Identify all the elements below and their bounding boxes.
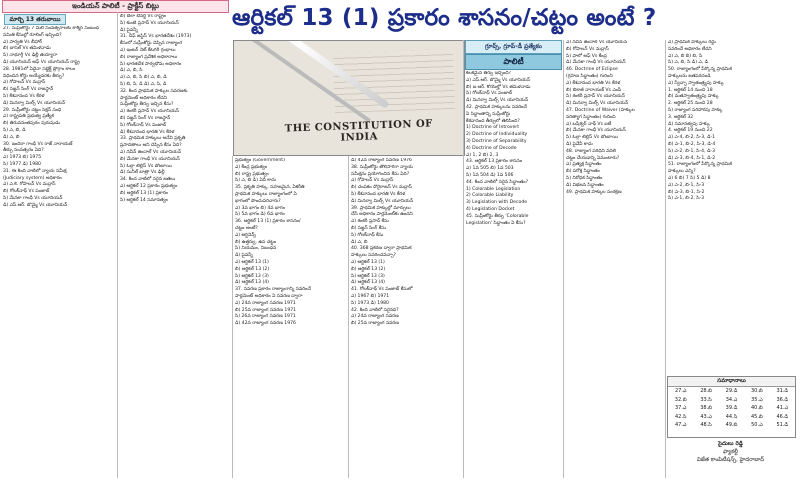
column-line: చట్టం అంటే? xyxy=(235,225,258,231)
column-line: బి) మేనకా గాంధీ Vs యూనియన్ xyxy=(120,156,180,162)
column-line: సి) నిరోధక సిద్ధాంతం xyxy=(566,175,603,181)
column-line: బి) ఎ-1, బి-2, సి-3, డి-4 xyxy=(668,141,716,147)
column-line: ఎ) 1967 బి) 1971 xyxy=(351,293,390,299)
answer-cell: 47.ఎ xyxy=(674,422,687,428)
answer-cell: 31.డి xyxy=(776,388,789,394)
question-column-4 xyxy=(351,158,461,478)
column-line: సి) 1వ 504 డి) 1వ 506 xyxy=(466,172,514,178)
column-line: హక్కులు ఎన్ని? xyxy=(668,169,696,175)
column-line: ఎ) ఎ, బి బి) బి, సి xyxy=(668,53,703,59)
column-line: ఎ) శంకరీ ప్రసాద్ కేసు xyxy=(351,219,389,225)
column-line: ఎ) నవీన్ జిందాల్ Vs యూనియన్ xyxy=(120,149,182,155)
continued-label: మార్చి 13 తరువాయి xyxy=(4,14,66,25)
column-line: డి) ఎ-3, బి-4, సి-1, డి-2 xyxy=(668,155,716,161)
column-line: (Judiciary system) అధికారం xyxy=(3,175,62,181)
column-line: ఎ) ప్రత్యక్ష సిద్ధాంతం xyxy=(566,162,602,168)
column-line: డి) ఎస్.ఆర్. బొమ్మై Vs యూనియన్ xyxy=(3,202,68,208)
column-line: 31. చీఫ్ జస్టిస్ Vs భారతదేశం (1973) xyxy=(120,34,192,40)
answer-cell: 34.ఎ xyxy=(725,396,738,403)
column-line: ఎ) ప్రాథమిక హక్కులు రద్దు xyxy=(668,40,716,45)
column-line: ఎ) రాష్ట్రపతి ప్రభుత్వ ప్రత్యేక xyxy=(3,114,54,120)
column-line: డి) ఎ, బి, సి xyxy=(120,68,143,74)
column-line: సి) కుంటి ప్రసాద్ Vs యూనియన్ xyxy=(120,20,179,26)
column-line: విధించిన కోర్టు అయ్యేవరకు తీర్పు? xyxy=(3,73,65,79)
column-line: సి) ఎ-2, బి-1, సి-4, డి-3 xyxy=(668,148,715,154)
column-line: డి) ఎ, బి xyxy=(351,239,368,245)
column-line: సి) గోలక్‌నాథ్ Vs పంజాబ్ xyxy=(466,91,512,97)
column-line: 4) Legislation Docket xyxy=(466,206,515,212)
answer-cell: 40.బి xyxy=(750,405,763,411)
column-line: 37. సవరణ ప్రకారం రాజ్యాంగాన్ని సవరించే xyxy=(235,287,311,293)
column-line: ఎ) 24వ రాజ్యాంగ సవరణ xyxy=(351,314,399,320)
column-line: బి) రాజ్యాంగ ప్రవేశిక అధికారాలు xyxy=(120,54,178,60)
question-column-1 xyxy=(3,26,115,478)
column-line: ఎ) గోపాలన్ Vs మద్రాస్ xyxy=(351,178,394,184)
answer-cell: 29.డి xyxy=(725,388,738,394)
column-line: ఎ) 6 బి) 7 సి) 5 డి) 8 xyxy=(668,175,711,181)
column-line: ఎ) ఆర్టికల్ 13 (1) xyxy=(351,259,385,265)
column-line: 2. ఆర్టికల్ 25 నుంచి 28 xyxy=(668,101,713,107)
answer-cell: 32.బి xyxy=(674,396,687,403)
column-line: ఎ) స్వేచ్ఛా స్వాతంత్ర్యపు హక్కు xyxy=(668,80,724,86)
author-place: విజేత కాంపిటీషన్స్, హైదరాబాద్ xyxy=(696,457,765,463)
column-line: డి) పైవన్నీ xyxy=(120,27,138,33)
column-line: సి) ఓల్గా టెల్లిస్ Vs బొంబాయి xyxy=(120,163,172,169)
column-line: ఎ) పార్వతి Vs బీహార్ xyxy=(3,39,43,45)
column-line: డి) విభజన సిద్ధాంతం xyxy=(566,182,604,188)
column-line: సి) బి, సి, డి డి) ఎ, సి, డి xyxy=(120,81,167,87)
column-line: బి) 25వ రాజ్యాంగ సవరణ 1971 xyxy=(235,307,297,313)
column-line: 44. కింద వాటిలో సరైన సిద్ధాంతం? xyxy=(466,179,529,185)
column-divider xyxy=(117,12,118,478)
column-line: ఎ) బషేశ్వర్ నాథ్ Vs ఐటీ xyxy=(566,121,612,127)
column-line: 49. ప్రాథమిక హక్కుల సంరక్షణ xyxy=(566,189,622,195)
column-line: పార్లమెంట్ అధికారం లేదని xyxy=(120,95,167,101)
constitution-caption: THE CONSTITUTION OF INDIA xyxy=(284,118,433,144)
column-line: 46. Doctrine of Eclipse xyxy=(566,67,618,73)
column-line: 41. గోలక్‌నాథ్ Vs పంజాబ్ కేసులో xyxy=(351,287,413,293)
column-line: సి) ఆర్టికల్ 14 సమానత్వం xyxy=(120,197,168,203)
column-line: సుప్రీంకోర్టు తీర్పు ఇచ్చిన కేసు? xyxy=(120,102,174,108)
column-line: సి) గోలక్‌నాథ్ Vs పంజాబ్ xyxy=(120,122,166,128)
column-line: 50. రాజ్యాంగంలో పేర్కొన్న ప్రాథమిక xyxy=(668,67,732,73)
column-line: సి) భారతదేశ సార్వభౌమ అధికారం xyxy=(120,61,182,67)
column-line: పరిత్యాగ సిద్ధాంతం) గురించి xyxy=(566,114,616,120)
column-line: 34. కింద వాటిలో సరైన జతలు xyxy=(120,177,176,183)
column-line: ప్రసాదితాలు అని చెప్పిన కేసు ఏది? xyxy=(120,143,182,149)
column-line: కీలకమైన తీర్పు ఇచ్చింది? xyxy=(466,71,512,76)
column-line: 36. ఆర్టికల్ 13 (1) ప్రకారం శాసనం/ xyxy=(235,219,301,225)
column-line: ఎ) ఆర్టికల్ 13 (1) xyxy=(235,259,269,265)
column-line: డి) ఎ, బి xyxy=(3,134,20,140)
question-column-6 xyxy=(566,40,663,478)
column-line: 48. రాజ్యాంగ పరిధిని వదిలి xyxy=(566,148,617,154)
column-line: ఎ) ఎ-4, బి-2, సి-3, డి-1 xyxy=(668,135,716,141)
column-line: డి) సునీల్ బాత్రా Vs ఢిల్లీ xyxy=(120,170,165,176)
column-line: బి) ఆర్టికల్ 13 (1) ప్రకారం xyxy=(120,190,168,196)
column-line: 43. ఆర్టికల్ 13 ప్రకారం శాసనం xyxy=(466,159,523,165)
column-divider xyxy=(348,156,349,478)
column-line: సి) ఎ, బి, డి xyxy=(3,127,26,133)
column-line: బి) ఎ-3, బి-1, సి-2 xyxy=(668,189,705,195)
column-line: సి) మేనకా గాంధీ Vs యూనియన్ xyxy=(3,195,63,201)
answers-title: సమాధానాలు xyxy=(668,377,795,387)
column-line: ఎ) ఎ.కె. గోపాలన్ Vs మద్రాస్ xyxy=(3,182,56,188)
answer-cell: 48.సి xyxy=(700,422,712,428)
column-line: డి) యూనియన్ ఆఫ్ Vs యూనియన్ రాష్ట్ర xyxy=(3,59,80,65)
column-line: పార్లమెంట్ అధికారం ఏ సవరణ ద్వారా xyxy=(235,293,303,299)
column-divider xyxy=(563,40,564,478)
column-line: 1) Doctrine of Introvert xyxy=(466,125,520,131)
column-line: బి) మేనకా గాంధీ Vs యూనియన్ xyxy=(566,128,626,134)
column-line: ఎ) నవీన్ జిందాల్ Vs యూనియన్ xyxy=(566,40,628,45)
column-line: చేసే అధికారం పార్లమెంట్‌కు ఉందని xyxy=(351,212,413,218)
column-line: బి) సజ్జన్ సింగ్ Vs రాజస్థాన్ xyxy=(3,87,54,93)
column-line: బి) బేలా బెనర్జీ Vs రాష్ట్రం xyxy=(120,14,166,19)
column-line: కేసులో సుప్రీంకోర్టు చెప్పిన రాజ్యాంగ xyxy=(120,41,183,47)
column-line: 2) Colorable Liability xyxy=(466,193,514,199)
column-line: 27. సుప్రీంకోర్టు 7 మిలి సంవత్సరాలకు కాశ్మీర్ సంబంధ xyxy=(3,26,100,31)
column-line: ఎ) 1, 2 బి) 2, 3 xyxy=(466,152,499,158)
column-divider xyxy=(232,156,233,478)
answer-cell: 42.సి xyxy=(674,413,687,420)
column-line: 2) Doctrine of Individuality xyxy=(466,132,528,138)
column-line: డి) మినర్వా మిల్స్ Vs యూనియన్ xyxy=(466,98,529,104)
column-line: ఎ) 1వ 505 బి) 1వ 503 xyxy=(466,166,514,172)
question-column-7 xyxy=(668,40,794,374)
column-line: డి) మినర్వా మిల్స్ Vs యూనియన్ xyxy=(566,101,629,107)
answers-table xyxy=(667,376,796,438)
author-name: సైదులు రెడ్డి xyxy=(718,441,743,447)
column-line: 4. ఆర్టికల్ 19 నుంచి 22 xyxy=(668,128,713,134)
question-column-2 xyxy=(120,14,230,478)
column-line: 39. ప్రాథమిక హక్కుల్లో మార్పులు xyxy=(351,205,411,211)
column-line: 3) Doctrine of Separability xyxy=(466,138,527,144)
column-line: ఎ) ఎస్.ఆర్. బొమ్మై Vs యూనియన్ xyxy=(466,77,531,83)
column-line: డి) 42వ రాజ్యాంగ సవరణ 1976 xyxy=(235,321,296,327)
answer-cell: 39.డి xyxy=(725,405,738,411)
column-line: బి) ఐ.ఆర్. కొయెల్హో Vs తమిళనాడు xyxy=(466,84,531,90)
column-line: హక్కులను జతపరచండి xyxy=(668,73,711,79)
column-line: ఎ) కేశవానంద భారతి Vs కేరళ xyxy=(566,80,621,86)
answer-cell: 51.డి xyxy=(776,422,789,428)
column-line: సి) ఆర్టికల్ 13 (3) xyxy=(351,273,385,279)
column-line: 38. సుప్రీంకోర్టు తొలిసారిగా న్యాయ xyxy=(351,164,413,170)
column-line: 28. 1981లో ఏదైనా సబ్జెక్ట్ ప్రోగ్రాం కాలం xyxy=(3,66,76,72)
column-line: ఎ) ఆర్టికల్ 12 ప్రకారం ప్రభుత్వం xyxy=(120,183,178,189)
column-line: బి) 25వ రాజ్యాంగ సవరణ xyxy=(351,321,399,327)
column-line: ఎ) ఆర్డినెన్స్ xyxy=(235,232,256,238)
column-line: బి) రాష్ట్ర ప్రభుత్వం xyxy=(235,171,269,177)
column-line: డి) మేనకా గాంధీ Vs యూనియన్ xyxy=(566,60,626,66)
column-line: హక్కులు సవరించవచ్చా? xyxy=(351,253,396,259)
column-line: సి) ఫాలో ఆఫ్ Vs కేంద్ర xyxy=(566,53,607,59)
answer-cell: 50.ఎ xyxy=(751,422,763,428)
column-line: డి) సమానత్వపు హక్కు xyxy=(668,121,710,127)
column-line: ఎ) ఎ-2, బి-1, సి-3 xyxy=(668,182,705,188)
column-line: ఎ) శంకరీ ప్రసాద్ Vs యూనియన్ xyxy=(120,109,179,115)
answer-cell: 43.ఎ xyxy=(700,413,712,420)
answer-cell: 30.బి xyxy=(750,388,763,394)
answer-cell: 35.ఎ xyxy=(751,396,763,403)
answer-cell: 37.ఎ xyxy=(674,405,687,411)
column-line: డి) పైవన్నీ xyxy=(235,253,253,259)
column-divider xyxy=(463,40,464,478)
answer-cell: 45.బి xyxy=(750,413,763,420)
column-line: సి) ఎ, బి డి) ఏదీ కాదు xyxy=(235,178,277,184)
column-line: సి) 26వ రాజ్యాంగ సవరణ 1971 xyxy=(235,314,296,320)
column-line: బి) ఆర్టికల్ 13 (2) xyxy=(351,266,386,272)
column-line: Legislation' సిద్ధాంతం ఏ కేసు? xyxy=(466,220,526,226)
column-line: ఎ) ఇంటర్ నెట్ కేటగిరీ గ్రంథాలు xyxy=(120,47,176,53)
column-line: ఏ సిద్ధాంతాన్ని సుప్రీంకోర్టు xyxy=(466,111,511,117)
column-line: బి) సజ్జన్ సింగ్ కేసు xyxy=(351,225,386,231)
author-role: ఫ్యాకల్టీ xyxy=(722,449,739,455)
column-line: సి) 1973 డి) 1980 xyxy=(351,300,389,306)
section-header: ఇండియన్ పాలిటీ - ప్రాక్టీస్ బిట్లు xyxy=(2,0,229,13)
column-line: 3. ఆర్టికల్ 32 xyxy=(668,114,694,120)
column-line: సి) నియమం, నిబంధన xyxy=(235,246,277,252)
column-line: బి) పరోక్ష సిద్ధాంతం xyxy=(566,169,600,175)
question-column-3 xyxy=(235,158,346,478)
column-line: బి) బికాజీ నారాయణ్ Vs ఎంపీ xyxy=(566,87,622,93)
politics-label: పాలిటీ xyxy=(465,54,562,70)
author-block xyxy=(667,440,794,478)
column-line: డి) పైవేవీ కాదు xyxy=(566,141,593,147)
column-line: సవరించే అధికారం లేదని xyxy=(668,46,712,52)
column-line: ఎ) కేంద్ర ప్రభుత్వం xyxy=(235,164,268,170)
column-line: సి) శంకరీ ప్రసాద్ Vs యూనియన్ xyxy=(566,94,625,100)
column-line: భాగంలో పొందుపరిచారు? xyxy=(235,198,281,204)
main-title: ఆర్టికల్ 13 (1) ప్రకారం శాసనం/చట్టం అంటే ? xyxy=(232,5,657,31)
answer-cell: 36.డి xyxy=(776,396,789,403)
question-column-5 xyxy=(466,71,561,478)
column-line: సమీక్షను ప్రయోగించిన కేసు ఏది? xyxy=(351,171,410,177)
column-line: డి) మినర్వా మిల్స్ Vs యూనియన్ xyxy=(351,198,414,204)
column-line: ఎ) 24వ రాజ్యాంగ సవరణ 1971 xyxy=(235,300,296,306)
column-line: బి) చంపకం దొరైరాజన్ Vs మద్రాస్ xyxy=(351,185,412,191)
column-line: 1. ఆర్టికల్ 14 నుంచి 18 xyxy=(668,87,713,93)
column-line: కేశవానంద తీర్పులో తెలిపింది? xyxy=(466,118,520,124)
column-line: ఎ) గోపాలన్ Vs మద్రాస్ xyxy=(3,80,46,86)
column-line: బి) మతస్వాతంత్ర్యపు హక్కు xyxy=(668,94,719,100)
column-line: 40. 368 ప్రకరణ ద్వారా ప్రాథమిక xyxy=(351,246,412,252)
column-line: బి) ఆర్టికల్ 13 (2) xyxy=(235,266,270,272)
column-line: బి) ఉత్తర్వు, ఉప చట్టం xyxy=(235,239,277,245)
column-line: డి) 42వ రాజ్యాంగ సవరణ 1976 xyxy=(351,158,412,163)
column-line: డి) ఆర్టికల్ 13 (4) xyxy=(351,280,385,286)
column-line: సి) 1977 డి) 1980 xyxy=(3,161,41,167)
column-line: సి) ఎ-1, బి-2, సి-3 xyxy=(668,196,705,202)
column-line: 32. కింద ప్రాథమిక హక్కుల సవరణకు xyxy=(120,88,188,94)
column-line: 51. రాజ్యాంగంలో పేర్కొన్న ప్రాథమిక xyxy=(668,162,732,168)
column-line: సి) కేశవానంద Vs కేరళ xyxy=(3,93,45,99)
answer-cell: 41.ఎ xyxy=(776,405,789,411)
answer-cell: 46.డి xyxy=(776,413,789,420)
column-line: సి) 5వ భాగం డి) 6వ భాగం xyxy=(235,212,285,218)
column-line: డి) కేశవానంద భారతి Vs కేరళ xyxy=(120,129,175,135)
column-line: 29. సుప్రీంకోర్టు చట్టం సెక్షన్ సంధి xyxy=(3,107,62,113)
column-line: ప్రాథమిక హక్కులు రాజ్యాంగంలో ఏ xyxy=(235,191,297,197)
group-label: గ్రూప్స్, గ్రూప్-డీ ప్రత్యేకం xyxy=(465,40,562,54)
column-line: డి) ఆర్టికల్ 13 (4) xyxy=(235,280,269,286)
constitution-image xyxy=(233,40,465,156)
column-line: సమితి కేసుల్లో రూలింగ్ ఇచ్చింది? xyxy=(3,32,62,38)
column-line: చట్టం చేయడాన్ని ఏమంటారు? xyxy=(566,155,620,161)
column-line: 42. ప్రాథమిక హక్కులను సవరించే xyxy=(466,104,527,110)
column-line: ఎ) ఎ, బి, సి బి) ఎ, బి, డి xyxy=(120,75,167,81)
column-line: డి) మినర్వా మిల్స్ Vs యూనియన్ xyxy=(3,100,66,106)
answer-cell: 49.బి xyxy=(725,422,738,428)
column-divider xyxy=(665,40,666,478)
answer-cell: 33.సి xyxy=(700,396,712,403)
column-line: (గ్రహణ సిద్ధాంతం) గురించి xyxy=(566,73,613,79)
column-line: బి) బాసెల్ Vs తమిళనాడు xyxy=(3,46,51,52)
column-line: 47. Doctrine of Waiver (హక్కుల xyxy=(566,107,635,113)
answers-grid xyxy=(668,387,795,430)
column-line: తీర్పు సంవత్సరం ఏది? xyxy=(3,148,44,154)
column-line: బి) గోపాలన్ Vs మద్రాస్ xyxy=(566,46,609,52)
column-line: 4) Doctrine of Decode xyxy=(466,145,517,151)
answer-cell: 27.ఎ xyxy=(674,388,687,394)
column-line: 45. సుప్రీంకోర్టు తీర్పు 'Colorable xyxy=(466,213,529,219)
column-line: 33. ప్రాథమిక హక్కులు అనేవి ప్రకృతి xyxy=(120,136,186,142)
column-line: ఎ) 1973 బి) 1975 xyxy=(3,155,42,161)
column-line: సి) కేశవానంద భారతి Vs కేరళ xyxy=(351,191,406,197)
column-line: సి) రాజ్యాంగ పరిహారపు హక్కు xyxy=(668,107,723,113)
column-line: బి) గోలక్‌నాథ్ Vs పంజాబ్ xyxy=(3,189,50,195)
column-line: 42. కింది వాటిలో సరైనది? xyxy=(351,307,399,313)
column-line: 35. ప్రకృతి హక్కు, సహజమైన, ఏకరీతి xyxy=(235,185,305,191)
column-line: 1) Colorable Legislation xyxy=(466,186,521,192)
column-line: బి) సజ్జన్ సింగ్ Vs రాజస్థాన్ xyxy=(120,115,171,121)
answer-cell: 38.బి xyxy=(700,405,712,411)
column-line: 30. ఇందిరా గాంధీ Vs రాజ్ నారాయణ్ xyxy=(3,141,73,147)
column-line: బి) తిరువనంతపురం పురుషుడు xyxy=(3,121,60,127)
column-line: ప్రభుత్వం (Government) xyxy=(235,158,285,163)
answer-cell: 28.బి xyxy=(700,388,712,394)
column-line: సి) గోలక్‌నాథ్ కేసు xyxy=(351,232,384,238)
column-line: సి) ఓల్గా టెల్లిస్ Vs బొంబాయి xyxy=(566,135,618,141)
column-line: సి) ఎ, బి, సి డి) ఎ, డి xyxy=(668,60,709,66)
column-line: 3) Legislation with Decode xyxy=(466,200,528,206)
column-line: 31. ఈ కింది వాటిలో న్యాయ సమీక్ష xyxy=(3,168,67,174)
column-line: ఎ) 3వ భాగం బి) 4వ భాగం xyxy=(235,205,285,211)
answer-cell: 44.సి xyxy=(725,413,738,420)
column-line: సి) ఆర్టికల్ 13 (3) xyxy=(235,273,269,279)
column-line: సి) నాథూగ్గీ Vs ఢిల్లీ తయ్యారా xyxy=(3,53,58,59)
